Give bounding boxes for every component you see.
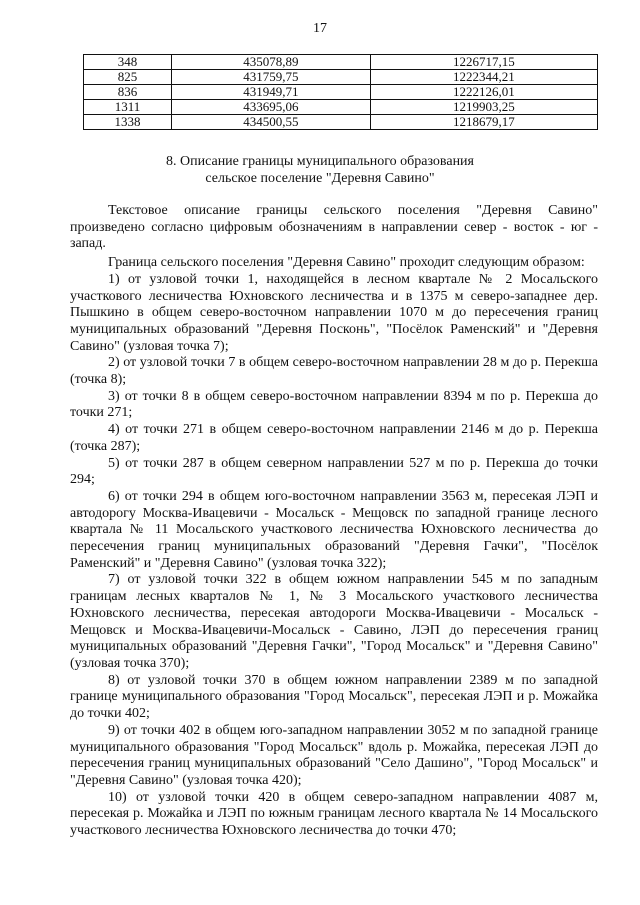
boundary-step: 5) от точки 287 в общем северном направлении 527 м по р. Перекша до точки 294; (70, 455, 598, 488)
boundary-description (70, 203, 598, 840)
x-coordinate-cell: 431949,71 (172, 85, 371, 100)
boundary-step: 7) от узловой точки 322 в общем южном направлении 545 м по западным границам лесных кварталов № 1, № 3 Мосальского участкового лесничества Юхновского лесничества, пересекая автодороги Москва-Ивацевичи - Мосальск - Мещовск и Москва-Ивацевичи-Мосальск - Савино, ЛЭП до пересечения границ муниципальных образований "Деревня Гачки", "Город Мосальск" и "Деревня Савино" (узловая точка 370); (70, 572, 598, 671)
y-coordinate-cell: 1226717,15 (370, 55, 597, 70)
y-coordinate-cell: 1218679,17 (370, 115, 597, 130)
paragraph: Граница сельского поселения "Деревня Савино" проходит следующим образом: (108, 255, 585, 271)
y-coordinate-cell: 1222126,01 (370, 85, 597, 100)
y-coordinate-cell: 1222344,21 (370, 70, 597, 85)
boundary-step: 10) от узловой точки 420 в общем северо-западном направлении 4087 м, пересекая р. Можайка и ЛЭП по южным границам лесного квартала № 14 Мосальского участкового лесничества Юхновского лесничества до точки 470; (70, 789, 598, 839)
x-coordinate-cell: 433695,06 (172, 100, 371, 115)
point-number-cell: 836 (84, 85, 172, 100)
point-number-cell: 825 (84, 70, 172, 85)
intro-paragraph: Текстовое описание границы сельского поселения "Деревня Савино" произведено согласно цифровым обозначениям в направлении север - восток - юг - запад. (70, 203, 598, 252)
table-row (84, 100, 598, 115)
point-number-cell: 1311 (84, 100, 172, 115)
boundary-step: 8) от узловой точки 370 в общем южном направлении 2389 м по западной границе муниципального образования "Город Мосальск", пересекая ЛЭП и р. Можайка до точки 402; (70, 672, 598, 722)
boundary-step: 1) от узловой точки 1, находящейся в лесном квартале № 2 Мосальского участкового лесничества Юхновского лесничества и в 1375 м северо-западнее дер. Пышкино в общем северо-восточном направлении 1070 м до пересечения границ муниципальных образований "Деревня Посконь", "Посёлок Раменский" и "Деревня Савино" (узловая точка 7); (70, 271, 598, 354)
x-coordinate-cell: 431759,75 (172, 70, 371, 85)
coordinates-table (83, 54, 598, 130)
section-heading-line-2: сельское поселение "Деревня Савино" (205, 171, 435, 186)
section-heading-line-1: 8. Описание границы муниципального образования (166, 154, 474, 169)
point-number-cell: 348 (84, 55, 172, 70)
table-row (84, 115, 598, 130)
point-number-cell: 1338 (84, 115, 172, 130)
boundary-step: 9) от точки 402 в общем юго-западном направлении 3052 м по западной границе муниципального образования "Город Мосальск" вдоль р. Можайка, пересекая ЛЭП до пересечения границ муниципальных образований "Село Дашино", "Город Мосальск" и "Деревня Савино" (узловая точка 420); (70, 722, 598, 788)
boundary-step: 6) от точки 294 в общем юго-восточном направлении 3563 м, пересекая ЛЭП и автодорогу Москва-Ивацевичи - Мосальск - Мещовск по западной границе лесного квартала № 11 Мосальского участкового лесничества Юхновского лесничества до пересечения границ муниципальных образований "Деревня Гачки", "Посёлок Раменский" и "Деревня Савино" (узловая точка 322); (70, 488, 598, 571)
boundary-step: 4) от точки 271 в общем северо-восточном направлении 2146 м до р. Перекша (точка 287); (70, 422, 598, 454)
table-row (84, 55, 598, 70)
section-heading (0, 153, 640, 187)
boundary-step: 2) от узловой точки 7 в общем северо-восточном направлении 28 м до р. Перекша (точка 8); (70, 355, 598, 388)
x-coordinate-cell: 435078,89 (172, 55, 371, 70)
y-coordinate-cell: 1219903,25 (370, 100, 597, 115)
boundary-step: 3) от точки 8 в общем северо-восточном направлении 8394 м по р. Перекша до точки 271; (70, 388, 598, 421)
page-number: 17 (313, 21, 327, 36)
table-row (84, 85, 598, 100)
table-row (84, 70, 598, 85)
x-coordinate-cell: 434500,55 (172, 115, 371, 130)
